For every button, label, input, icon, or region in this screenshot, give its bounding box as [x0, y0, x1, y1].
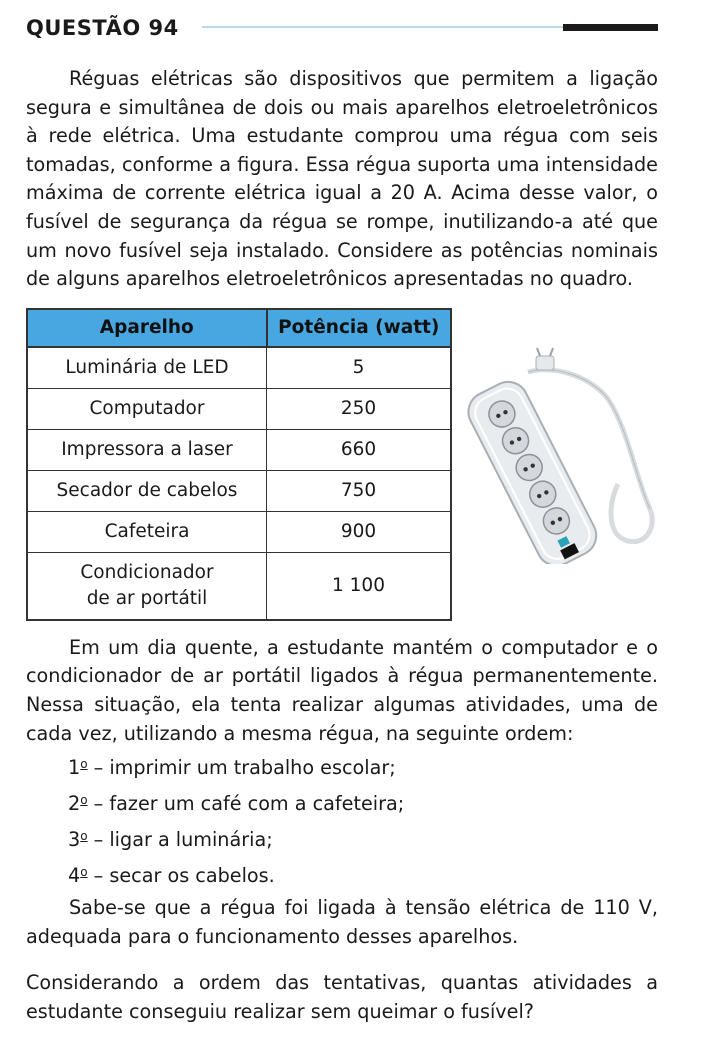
plug-pin	[550, 348, 553, 356]
voltage-paragraph: Sabe-se que a régua foi ligada à tensão elétrica de 110 V, adequada para o funcionamento desses aparelhos.	[26, 896, 658, 948]
device-cell: Luminária de LED	[27, 347, 267, 389]
power-cell: 1 100	[267, 552, 452, 620]
strip-body-group	[462, 375, 604, 564]
list-item: 4$^o$ – secar os cabelos.	[68, 864, 275, 888]
table-row	[27, 388, 451, 429]
intro-paragraph: Réguas elétricas são dispositivos que permitem a ligação segura e simultânea de dois ou mais aparelhos eletroeletrônicos à rede elétrica. Uma estudante comprou uma régua com seis tomadas, conforme a figura. Essa régua suporta uma intensidade máxima de corrente elétrica igual a 20 A. Acima desse valor, o fusível de segurança da régua se rompe, inutilizando-a até que um novo fusível seja instalado. Considere as potências nominais de alguns aparelhos eletroeletrônicos apresentadas no quadro.	[26, 67, 658, 291]
steps-list	[26, 748, 658, 892]
list-item: 2$^o$ – fazer um café com a cafeteira;	[68, 792, 405, 816]
table-header-power: Potência (watt)	[267, 309, 452, 347]
question-prompt: Considerando a ordem das tentativas, quantas atividades a estudante conseguiu realizar sem queimar o fusível?	[26, 971, 658, 1023]
device-line-2: de ar portátil	[86, 587, 208, 609]
power-cell: 250	[267, 388, 452, 429]
table-row	[27, 429, 451, 470]
plug-pin	[537, 348, 540, 356]
power-cell: 900	[267, 511, 452, 552]
power-cell: 750	[267, 470, 452, 511]
table-header-row	[27, 309, 451, 347]
title-rule-light	[202, 26, 592, 28]
power-cell: 5	[267, 347, 452, 389]
list-item: 3$^o$ – ligar a luminária;	[68, 828, 273, 852]
table-row	[27, 511, 451, 552]
plug-body	[536, 356, 554, 370]
device-line-1: Condicionador	[80, 561, 214, 583]
table-and-figure	[26, 308, 658, 620]
question-title: QUESTÃO 94	[26, 16, 179, 40]
power-cell: 660	[267, 429, 452, 470]
device-cell: Impressora a laser	[27, 429, 267, 470]
power-table	[26, 308, 452, 621]
list-item: 1$^o$ – imprimir um trabalho escolar;	[68, 756, 396, 780]
device-cell	[27, 552, 267, 620]
device-cell: Cafeteira	[27, 511, 267, 552]
device-cell: Secador de cabelos	[27, 470, 267, 511]
question-page	[26, 12, 658, 1027]
table-row	[27, 347, 451, 389]
device-cell: Computador	[27, 388, 267, 429]
table-row	[27, 552, 451, 620]
table-row	[27, 470, 451, 511]
power-strip-image	[458, 344, 658, 564]
situation-paragraph: Em um dia quente, a estudante mantém o computador e o condicionador de ar portátil ligados à régua permanentemente. Nessa situação, ela tenta realizar algumas atividades, uma de cada vez, utilizando a mesma régua, na seguinte ordem:	[26, 635, 658, 745]
title-rule-dark	[563, 24, 658, 31]
table-header-device: Aparelho	[27, 309, 267, 347]
question-header	[26, 12, 658, 46]
